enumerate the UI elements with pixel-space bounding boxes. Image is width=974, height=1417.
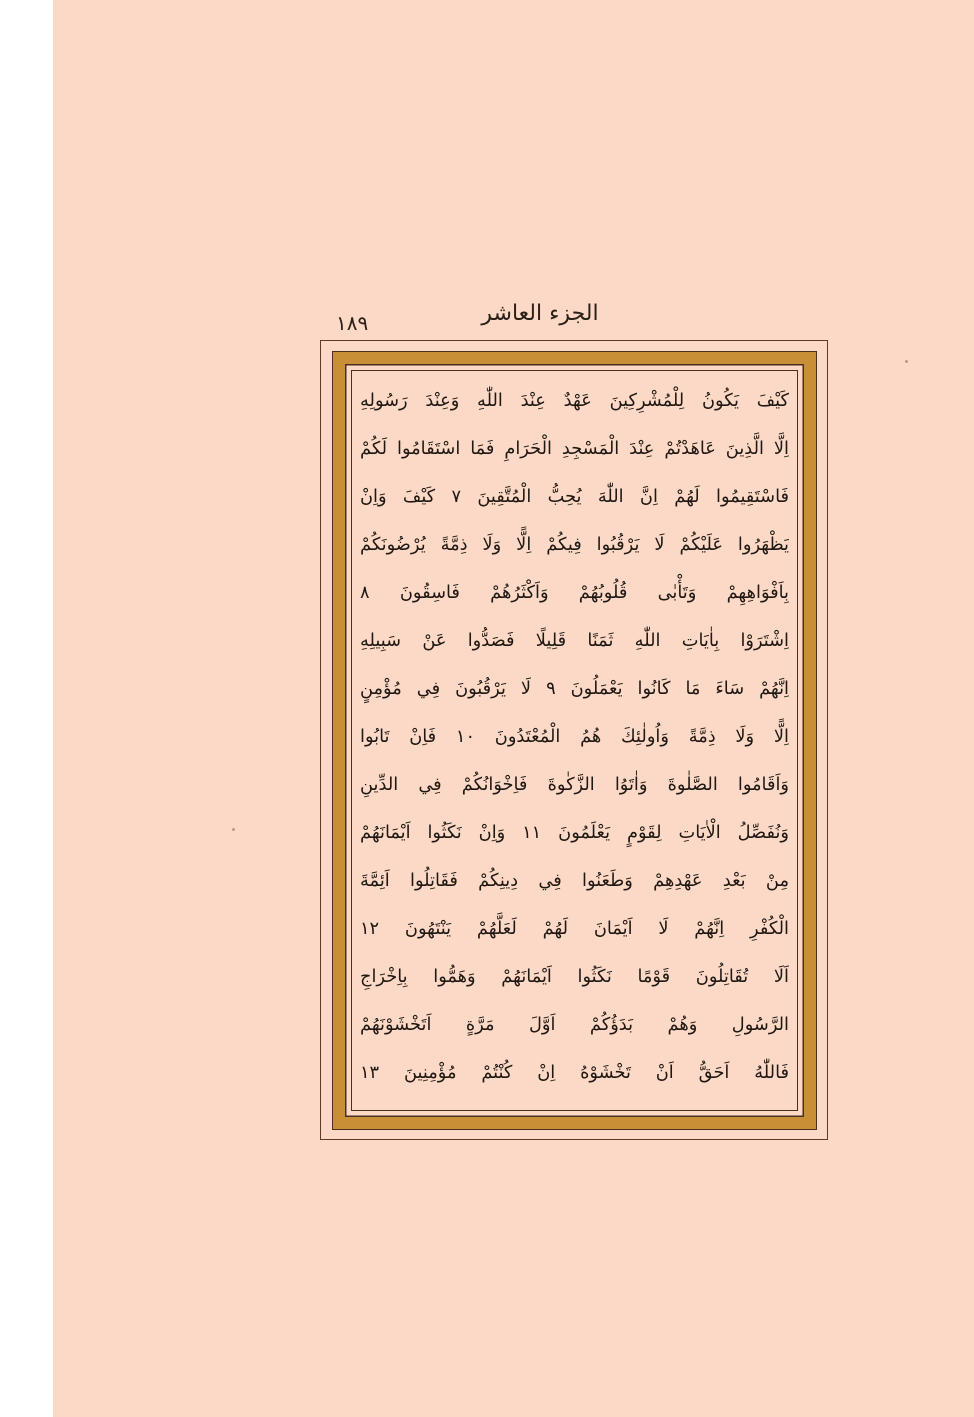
paper-speck xyxy=(905,360,908,363)
text-line-9: وَاَقَامُوا الصَّلٰوةَ وَاٰتَوُا الزَّكٰوةَ فَاِخْوَانُكُمْ فِي الدِّينِ xyxy=(360,774,789,795)
text-line-5: بِاَفْوَاهِهِمْ وَتَأْبٰى قُلُوبُهُمْ وَاَكْثَرُهُمْ فَاسِقُونَ ٨ xyxy=(360,582,789,603)
text-line-10: وَنُفَصِّلُ الْاٰيَاتِ لِقَوْمٍ يَعْلَمُونَ ١١ وَاِنْ نَكَثُوا اَيْمَانَهُمْ xyxy=(360,822,789,843)
text-line-13: اَلَا تُقَاتِلُونَ قَوْمًا نَكَثُوا اَيْمَانَهُمْ وَهَمُّوا بِاِخْرَاجِ xyxy=(360,966,789,987)
text-line-1: كَيْفَ يَكُونُ لِلْمُشْرِكِينَ عَهْدٌ عِنْدَ اللّٰهِ وَعِنْدَ رَسُولِهِ xyxy=(360,390,789,411)
text-line-6: اِشْتَرَوْا بِاٰيَاتِ اللّٰهِ ثَمَنًا قَلِيلًا فَصَدُّوا عَنْ سَبِيلِهِ xyxy=(360,630,789,651)
text-line-8: اِلًّا وَلَا ذِمَّةً وَاُولٰئِكَ هُمُ الْمُعْتَدُونَ ١٠ فَاِنْ تَابُوا xyxy=(360,726,789,747)
text-line-14: الرَّسُولِ وَهُمْ بَدَؤُكُمْ اَوَّلَ مَرَّةٍ اَتَخْشَوْنَهُمْ xyxy=(360,1014,789,1035)
text-line-2: اِلَّا الَّذِينَ عَاهَدْتُمْ عِنْدَ الْمَسْجِدِ الْحَرَامِ فَمَا اسْتَقَامُوا لَكُمْ xyxy=(360,438,789,459)
juz-header: الجزء العاشر xyxy=(481,301,599,326)
text-line-4: يَظْهَرُوا عَلَيْكُمْ لَا يَرْقُبُوا فِيكُمْ اِلًّا وَلَا ذِمَّةً يُرْضُونَكُمْ xyxy=(360,534,789,555)
text-line-3: فَاسْتَقِيمُوا لَهُمْ اِنَّ اللّٰهَ يُحِبُّ الْمُتَّقِينَ ٧ كَيْفَ وَاِنْ xyxy=(360,486,789,507)
paper-speck xyxy=(232,828,235,831)
page-number: ١٨٩ xyxy=(336,311,369,335)
text-line-12: الْكُفْرِ اِنَّهُمْ لَا اَيْمَانَ لَهُمْ لَعَلَّهُمْ يَنْتَهُونَ ١٢ xyxy=(360,918,789,939)
text-line-7: اِنَّهُمْ سَاءَ مَا كَانُوا يَعْمَلُونَ ٩ لَا يَرْقُبُونَ فِي مُؤْمِنٍ xyxy=(360,678,789,699)
text-line-11: مِنْ بَعْدِ عَهْدِهِمْ وَطَعَنُوا فِي دِينِكُمْ فَقَاتِلُوا اَئِمَّةَ xyxy=(360,870,789,891)
text-line-15: فَاللّٰهُ اَحَقُّ اَنْ تَخْشَوْهُ اِنْ كُنْتُمْ مُؤْمِنِينَ ١٣ xyxy=(360,1062,789,1083)
quran-text-block xyxy=(360,378,789,1103)
